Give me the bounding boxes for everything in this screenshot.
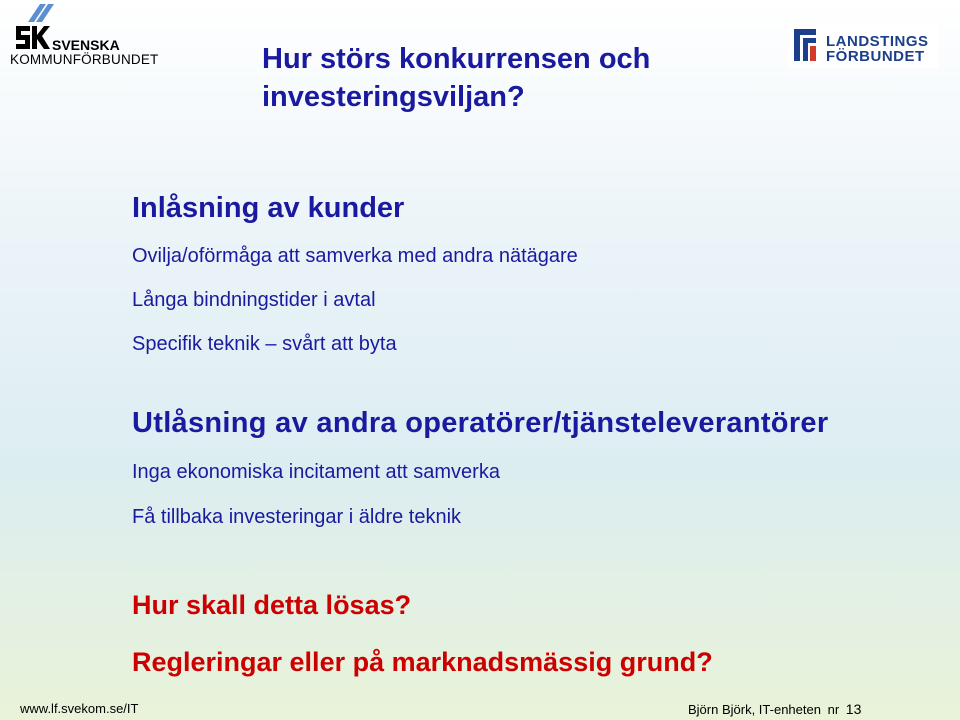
section-heading-inlasning: Inlåsning av kunder [132, 192, 405, 224]
sk-logo-line1: SVENSKA [52, 37, 120, 53]
bullet-line: Långa bindningstider i avtal [132, 289, 376, 311]
footer-url: www.lf.svekom.se/IT [20, 701, 139, 716]
bullet-line: Specifik teknik – svårt att byta [132, 333, 397, 355]
svenska-kommunforbundet-logo [10, 4, 160, 68]
bullet-line: Inga ekonomiska incitament att samverka [132, 461, 500, 483]
lf-logo-line1: LANDSTINGS [826, 33, 929, 50]
lf-emblem-icon [790, 25, 822, 65]
footer-author: Björn Björk, IT-enheten [688, 702, 821, 717]
bullet-line: Ovilja/oförmåga att samverka med andra nätägare [132, 245, 578, 267]
bullet-line: Få tillbaka investeringar i äldre teknik [132, 506, 462, 528]
section-heading-utlasning: Utlåsning av andra operatörer/tjänsteleverantörer [132, 407, 829, 439]
sk-logo-line2: KOMMUNFÖRBUNDET [10, 52, 159, 67]
landstingsforbundet-logo [788, 22, 938, 68]
footer-page-label: nr [827, 702, 840, 717]
lf-logo-line2: FÖRBUNDET [826, 48, 925, 65]
question-line: Regleringar eller på marknadsmässig grund? [132, 647, 713, 677]
footer-credit [688, 701, 864, 717]
page-number: 13 [845, 701, 862, 717]
question-line: Hur skall detta lösas? [132, 590, 412, 620]
slide-title: Hur störs konkurrensen och investeringsviljan? [262, 43, 651, 113]
